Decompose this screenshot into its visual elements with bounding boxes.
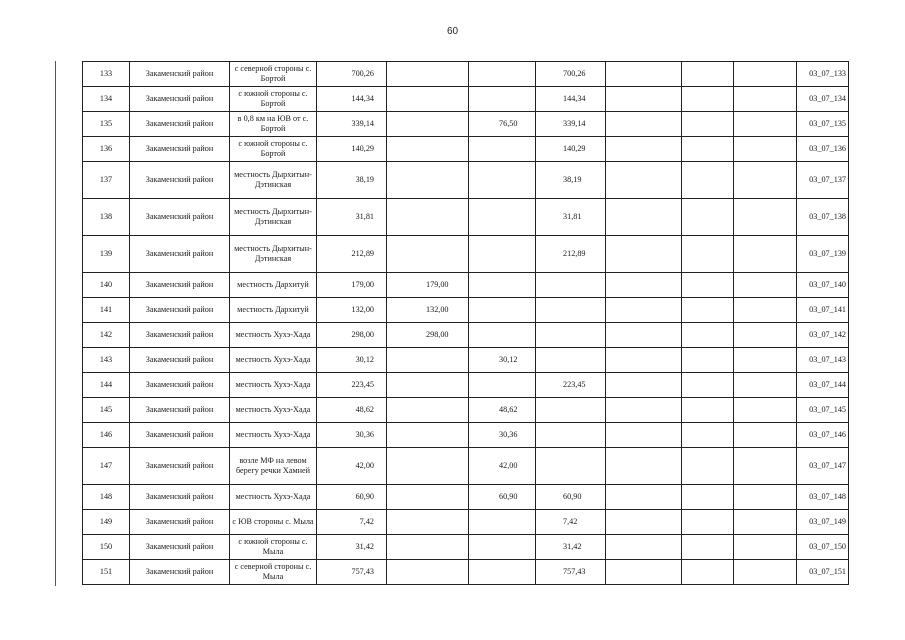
cell-value-4 (536, 298, 606, 323)
cell-empty-3 (734, 373, 797, 398)
cell-empty-1 (606, 273, 682, 298)
cell-area: 757,43 (317, 560, 387, 585)
cell-value-3 (469, 535, 536, 560)
cell-code: 03_07_136 (797, 137, 849, 162)
cell-location: с южной стороны с. Бортой (230, 137, 317, 162)
cell-empty-3 (734, 485, 797, 510)
cell-district: Закаменский район (130, 398, 230, 423)
cell-value-2 (387, 373, 469, 398)
cell-code: 03_07_144 (797, 373, 849, 398)
cell-location: местность Дырхитын-Дэтинская (230, 236, 317, 273)
cell-code: 03_07_149 (797, 510, 849, 535)
cell-area: 31,42 (317, 535, 387, 560)
cell-code: 03_07_134 (797, 87, 849, 112)
cell-empty-2 (682, 273, 734, 298)
cell-location: местность Дархитуй (230, 298, 317, 323)
cell-value-3: 60,90 (469, 485, 536, 510)
cell-empty-1 (606, 112, 682, 137)
cell-location: местность Хухэ-Хада (230, 485, 317, 510)
cell-empty-1 (606, 423, 682, 448)
cell-area: 7,42 (317, 510, 387, 535)
cell-district: Закаменский район (130, 137, 230, 162)
cell-code: 03_07_151 (797, 560, 849, 585)
cell-district: Закаменский район (130, 162, 230, 199)
cell-empty-2 (682, 348, 734, 373)
cell-area: 140,29 (317, 137, 387, 162)
cell-value-3: 42,00 (469, 448, 536, 485)
cell-value-4 (536, 423, 606, 448)
cell-value-3 (469, 87, 536, 112)
table-row (83, 137, 849, 162)
cell-location: в 0,8 км на ЮВ от с. Бортой (230, 112, 317, 137)
cell-value-2: 298,00 (387, 323, 469, 348)
table-row (83, 510, 849, 535)
cell-value-4: 31,81 (536, 199, 606, 236)
cell-value-2 (387, 162, 469, 199)
table-row (83, 162, 849, 199)
table-row (83, 485, 849, 510)
cell-area: 212,89 (317, 236, 387, 273)
cell-number: 137 (83, 162, 130, 199)
cell-empty-2 (682, 448, 734, 485)
cell-value-4: 31,42 (536, 535, 606, 560)
cell-district: Закаменский район (130, 560, 230, 585)
cell-number: 146 (83, 423, 130, 448)
cell-value-3 (469, 323, 536, 348)
cell-value-4: 212,89 (536, 236, 606, 273)
cell-value-2 (387, 485, 469, 510)
cell-empty-1 (606, 137, 682, 162)
cell-empty-1 (606, 298, 682, 323)
cell-location: с южной стороны с. Бортой (230, 87, 317, 112)
cell-empty-1 (606, 162, 682, 199)
page-number: 60 (446, 26, 459, 37)
cell-number: 139 (83, 236, 130, 273)
table-row (83, 323, 849, 348)
cell-area: 179,00 (317, 273, 387, 298)
cell-area: 60,90 (317, 485, 387, 510)
table-row (83, 112, 849, 137)
cell-number: 144 (83, 373, 130, 398)
table-row (83, 535, 849, 560)
cell-empty-3 (734, 162, 797, 199)
table-row (83, 448, 849, 485)
cell-value-3 (469, 273, 536, 298)
cell-empty-3 (734, 348, 797, 373)
cell-empty-1 (606, 510, 682, 535)
cell-empty-1 (606, 348, 682, 373)
cell-empty-1 (606, 485, 682, 510)
cell-value-4: 60,90 (536, 485, 606, 510)
cell-empty-3 (734, 273, 797, 298)
cell-district: Закаменский район (130, 448, 230, 485)
cell-area: 38,19 (317, 162, 387, 199)
cell-location: местность Дархитуй (230, 273, 317, 298)
cell-value-4 (536, 398, 606, 423)
cell-empty-2 (682, 398, 734, 423)
cell-district: Закаменский район (130, 373, 230, 398)
cell-area: 700,26 (317, 62, 387, 87)
cell-value-4 (536, 448, 606, 485)
cell-value-2 (387, 448, 469, 485)
cell-code: 03_07_148 (797, 485, 849, 510)
cell-value-4: 38,19 (536, 162, 606, 199)
cell-number: 136 (83, 137, 130, 162)
cell-value-3 (469, 236, 536, 273)
cell-code: 03_07_137 (797, 162, 849, 199)
cell-area: 48,62 (317, 398, 387, 423)
cell-empty-2 (682, 162, 734, 199)
cell-district: Закаменский район (130, 87, 230, 112)
cell-area: 42,00 (317, 448, 387, 485)
cell-value-2: 132,00 (387, 298, 469, 323)
cell-value-3 (469, 373, 536, 398)
cell-district: Закаменский район (130, 423, 230, 448)
cell-value-2 (387, 510, 469, 535)
cell-empty-3 (734, 87, 797, 112)
cell-code: 03_07_139 (797, 236, 849, 273)
cell-location: с северной стороны с. Бортой (230, 62, 317, 87)
cell-number: 142 (83, 323, 130, 348)
cell-area: 339,14 (317, 112, 387, 137)
table-row (83, 348, 849, 373)
cell-value-3 (469, 162, 536, 199)
table-row (83, 273, 849, 298)
table-row (83, 236, 849, 273)
cell-code: 03_07_150 (797, 535, 849, 560)
cell-district: Закаменский район (130, 112, 230, 137)
cell-area: 223,45 (317, 373, 387, 398)
cell-value-2: 179,00 (387, 273, 469, 298)
cell-value-2 (387, 137, 469, 162)
cell-location: местность Дырхитын-Дэтинская (230, 199, 317, 236)
cell-area: 30,36 (317, 423, 387, 448)
cell-code: 03_07_143 (797, 348, 849, 373)
cell-district: Закаменский район (130, 323, 230, 348)
cell-empty-2 (682, 62, 734, 87)
cell-empty-3 (734, 448, 797, 485)
cell-empty-3 (734, 236, 797, 273)
cell-empty-3 (734, 510, 797, 535)
cell-code: 03_07_146 (797, 423, 849, 448)
cell-empty-1 (606, 448, 682, 485)
cell-location: с южной стороны с. Мыла (230, 535, 317, 560)
cell-number: 133 (83, 62, 130, 87)
table-row (83, 373, 849, 398)
cell-value-4: 144,34 (536, 87, 606, 112)
cell-empty-1 (606, 199, 682, 236)
cell-number: 148 (83, 485, 130, 510)
cell-code: 03_07_145 (797, 398, 849, 423)
cell-empty-3 (734, 398, 797, 423)
cell-value-4 (536, 348, 606, 373)
cell-empty-2 (682, 236, 734, 273)
cell-empty-2 (682, 560, 734, 585)
cell-number: 150 (83, 535, 130, 560)
cell-empty-1 (606, 560, 682, 585)
cell-value-4: 339,14 (536, 112, 606, 137)
cell-value-3 (469, 298, 536, 323)
cell-district: Закаменский район (130, 236, 230, 273)
cell-number: 134 (83, 87, 130, 112)
cell-value-2 (387, 112, 469, 137)
table-row (83, 199, 849, 236)
cell-district: Закаменский район (130, 199, 230, 236)
cell-empty-2 (682, 199, 734, 236)
cell-empty-2 (682, 373, 734, 398)
cell-empty-2 (682, 137, 734, 162)
cell-value-4 (536, 323, 606, 348)
cell-value-2 (387, 423, 469, 448)
cell-location: возле МФ на левом берегу речки Хамней (230, 448, 317, 485)
cell-location: с северной стороны с. Мыла (230, 560, 317, 585)
cell-value-2 (387, 560, 469, 585)
cell-empty-2 (682, 423, 734, 448)
cell-value-2 (387, 87, 469, 112)
cell-value-3 (469, 62, 536, 87)
cell-empty-3 (734, 560, 797, 585)
cell-code: 03_07_141 (797, 298, 849, 323)
cell-value-3: 48,62 (469, 398, 536, 423)
cell-value-3 (469, 137, 536, 162)
cell-value-4: 140,29 (536, 137, 606, 162)
table-row (83, 398, 849, 423)
cell-empty-2 (682, 485, 734, 510)
table-row (83, 423, 849, 448)
cell-value-2 (387, 348, 469, 373)
cell-value-4: 700,26 (536, 62, 606, 87)
data-table (82, 61, 849, 585)
cell-empty-1 (606, 535, 682, 560)
cell-empty-1 (606, 236, 682, 273)
cell-code: 03_07_138 (797, 199, 849, 236)
cell-location: местность Хухэ-Хада (230, 373, 317, 398)
margin-line (55, 61, 56, 586)
cell-empty-2 (682, 510, 734, 535)
cell-number: 147 (83, 448, 130, 485)
cell-empty-1 (606, 87, 682, 112)
cell-empty-1 (606, 323, 682, 348)
cell-number: 135 (83, 112, 130, 137)
cell-value-3 (469, 560, 536, 585)
cell-area: 30,12 (317, 348, 387, 373)
cell-district: Закаменский район (130, 535, 230, 560)
cell-value-3 (469, 510, 536, 535)
cell-number: 143 (83, 348, 130, 373)
cell-empty-2 (682, 298, 734, 323)
cell-empty-1 (606, 62, 682, 87)
cell-number: 149 (83, 510, 130, 535)
cell-code: 03_07_133 (797, 62, 849, 87)
cell-empty-3 (734, 137, 797, 162)
cell-number: 138 (83, 199, 130, 236)
cell-value-3 (469, 199, 536, 236)
table-row (83, 62, 849, 87)
cell-value-4: 7,42 (536, 510, 606, 535)
cell-location: местность Хухэ-Хада (230, 323, 317, 348)
cell-location: местность Дырхитын-Дэтинская (230, 162, 317, 199)
cell-location: местность Хухэ-Хада (230, 348, 317, 373)
cell-area: 31,81 (317, 199, 387, 236)
cell-empty-3 (734, 535, 797, 560)
cell-empty-1 (606, 398, 682, 423)
table-row (83, 560, 849, 585)
cell-district: Закаменский район (130, 510, 230, 535)
cell-location: местность Хухэ-Хада (230, 398, 317, 423)
cell-number: 151 (83, 560, 130, 585)
table-row (83, 87, 849, 112)
cell-value-3: 30,12 (469, 348, 536, 373)
cell-code: 03_07_147 (797, 448, 849, 485)
cell-value-4 (536, 273, 606, 298)
cell-number: 140 (83, 273, 130, 298)
cell-district: Закаменский район (130, 62, 230, 87)
cell-number: 141 (83, 298, 130, 323)
cell-value-4: 223,45 (536, 373, 606, 398)
cell-empty-3 (734, 199, 797, 236)
cell-value-2 (387, 535, 469, 560)
cell-value-2 (387, 199, 469, 236)
cell-area: 298,00 (317, 323, 387, 348)
cell-empty-3 (734, 298, 797, 323)
cell-value-2 (387, 236, 469, 273)
cell-empty-2 (682, 87, 734, 112)
cell-empty-3 (734, 112, 797, 137)
cell-value-2 (387, 398, 469, 423)
cell-district: Закаменский район (130, 298, 230, 323)
cell-location: местность Хухэ-Хада (230, 423, 317, 448)
cell-empty-3 (734, 62, 797, 87)
cell-value-3: 76,50 (469, 112, 536, 137)
cell-value-2 (387, 62, 469, 87)
cell-empty-2 (682, 323, 734, 348)
cell-number: 145 (83, 398, 130, 423)
cell-area: 132,00 (317, 298, 387, 323)
cell-district: Закаменский район (130, 273, 230, 298)
cell-empty-3 (734, 323, 797, 348)
cell-empty-2 (682, 112, 734, 137)
cell-code: 03_07_140 (797, 273, 849, 298)
cell-value-4: 757,43 (536, 560, 606, 585)
cell-area: 144,34 (317, 87, 387, 112)
cell-value-3: 30,36 (469, 423, 536, 448)
cell-empty-3 (734, 423, 797, 448)
cell-district: Закаменский район (130, 485, 230, 510)
cell-district: Закаменский район (130, 348, 230, 373)
cell-code: 03_07_135 (797, 112, 849, 137)
cell-empty-1 (606, 373, 682, 398)
table-row (83, 298, 849, 323)
cell-code: 03_07_142 (797, 323, 849, 348)
cell-empty-2 (682, 535, 734, 560)
cell-location: с ЮВ стороны с. Мыла (230, 510, 317, 535)
